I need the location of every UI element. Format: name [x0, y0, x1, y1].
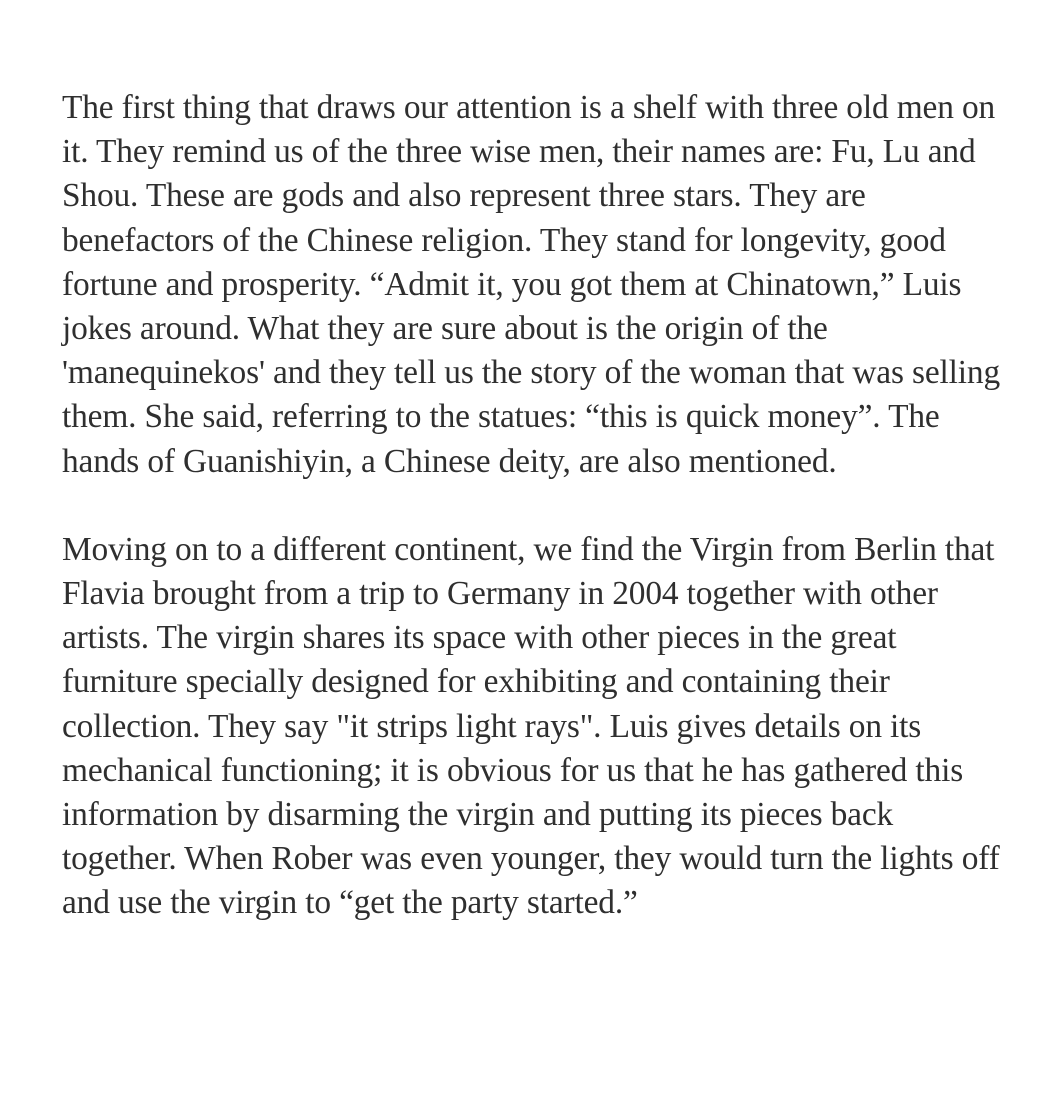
paragraph-virgin-from-berlin: Moving on to a different continent, we find the Virgin from Berlin that Flavia brought from a trip to Germany in 2004 together with other artists. The virgin shares its space with other pieces in the great furniture specially designed for exhibiting and containing their collection. They say "it strips light rays". Luis gives details on its mechanical functioning; it is obvious for us that he has gathered this information by disarming the virgin and putting its pieces back together. When Rober was even younger, they would turn the lights off and use the virgin to “get the party started.” — [62, 530, 1000, 922]
article-body — [62, 86, 1002, 926]
paragraph-three-old-men: The first thing that draws our attention is a shelf with three old men on it. They remind us of the three wise men, their names are: Fu, Lu and Shou. These are gods and also represent three stars. They are benefactors of the Chinese religion. They stand for longevity, good fortune and prosperity. “Admit it, you got them at Chinatown,” Luis jokes around. What they are sure about is the origin of the 'manequinekos' and they tell us the story of the woman that was selling them. She said, referring to the statues: “this is quick money”. The hands of Guanishiyin, a Chinese deity, are also mentioned. — [62, 89, 1000, 480]
